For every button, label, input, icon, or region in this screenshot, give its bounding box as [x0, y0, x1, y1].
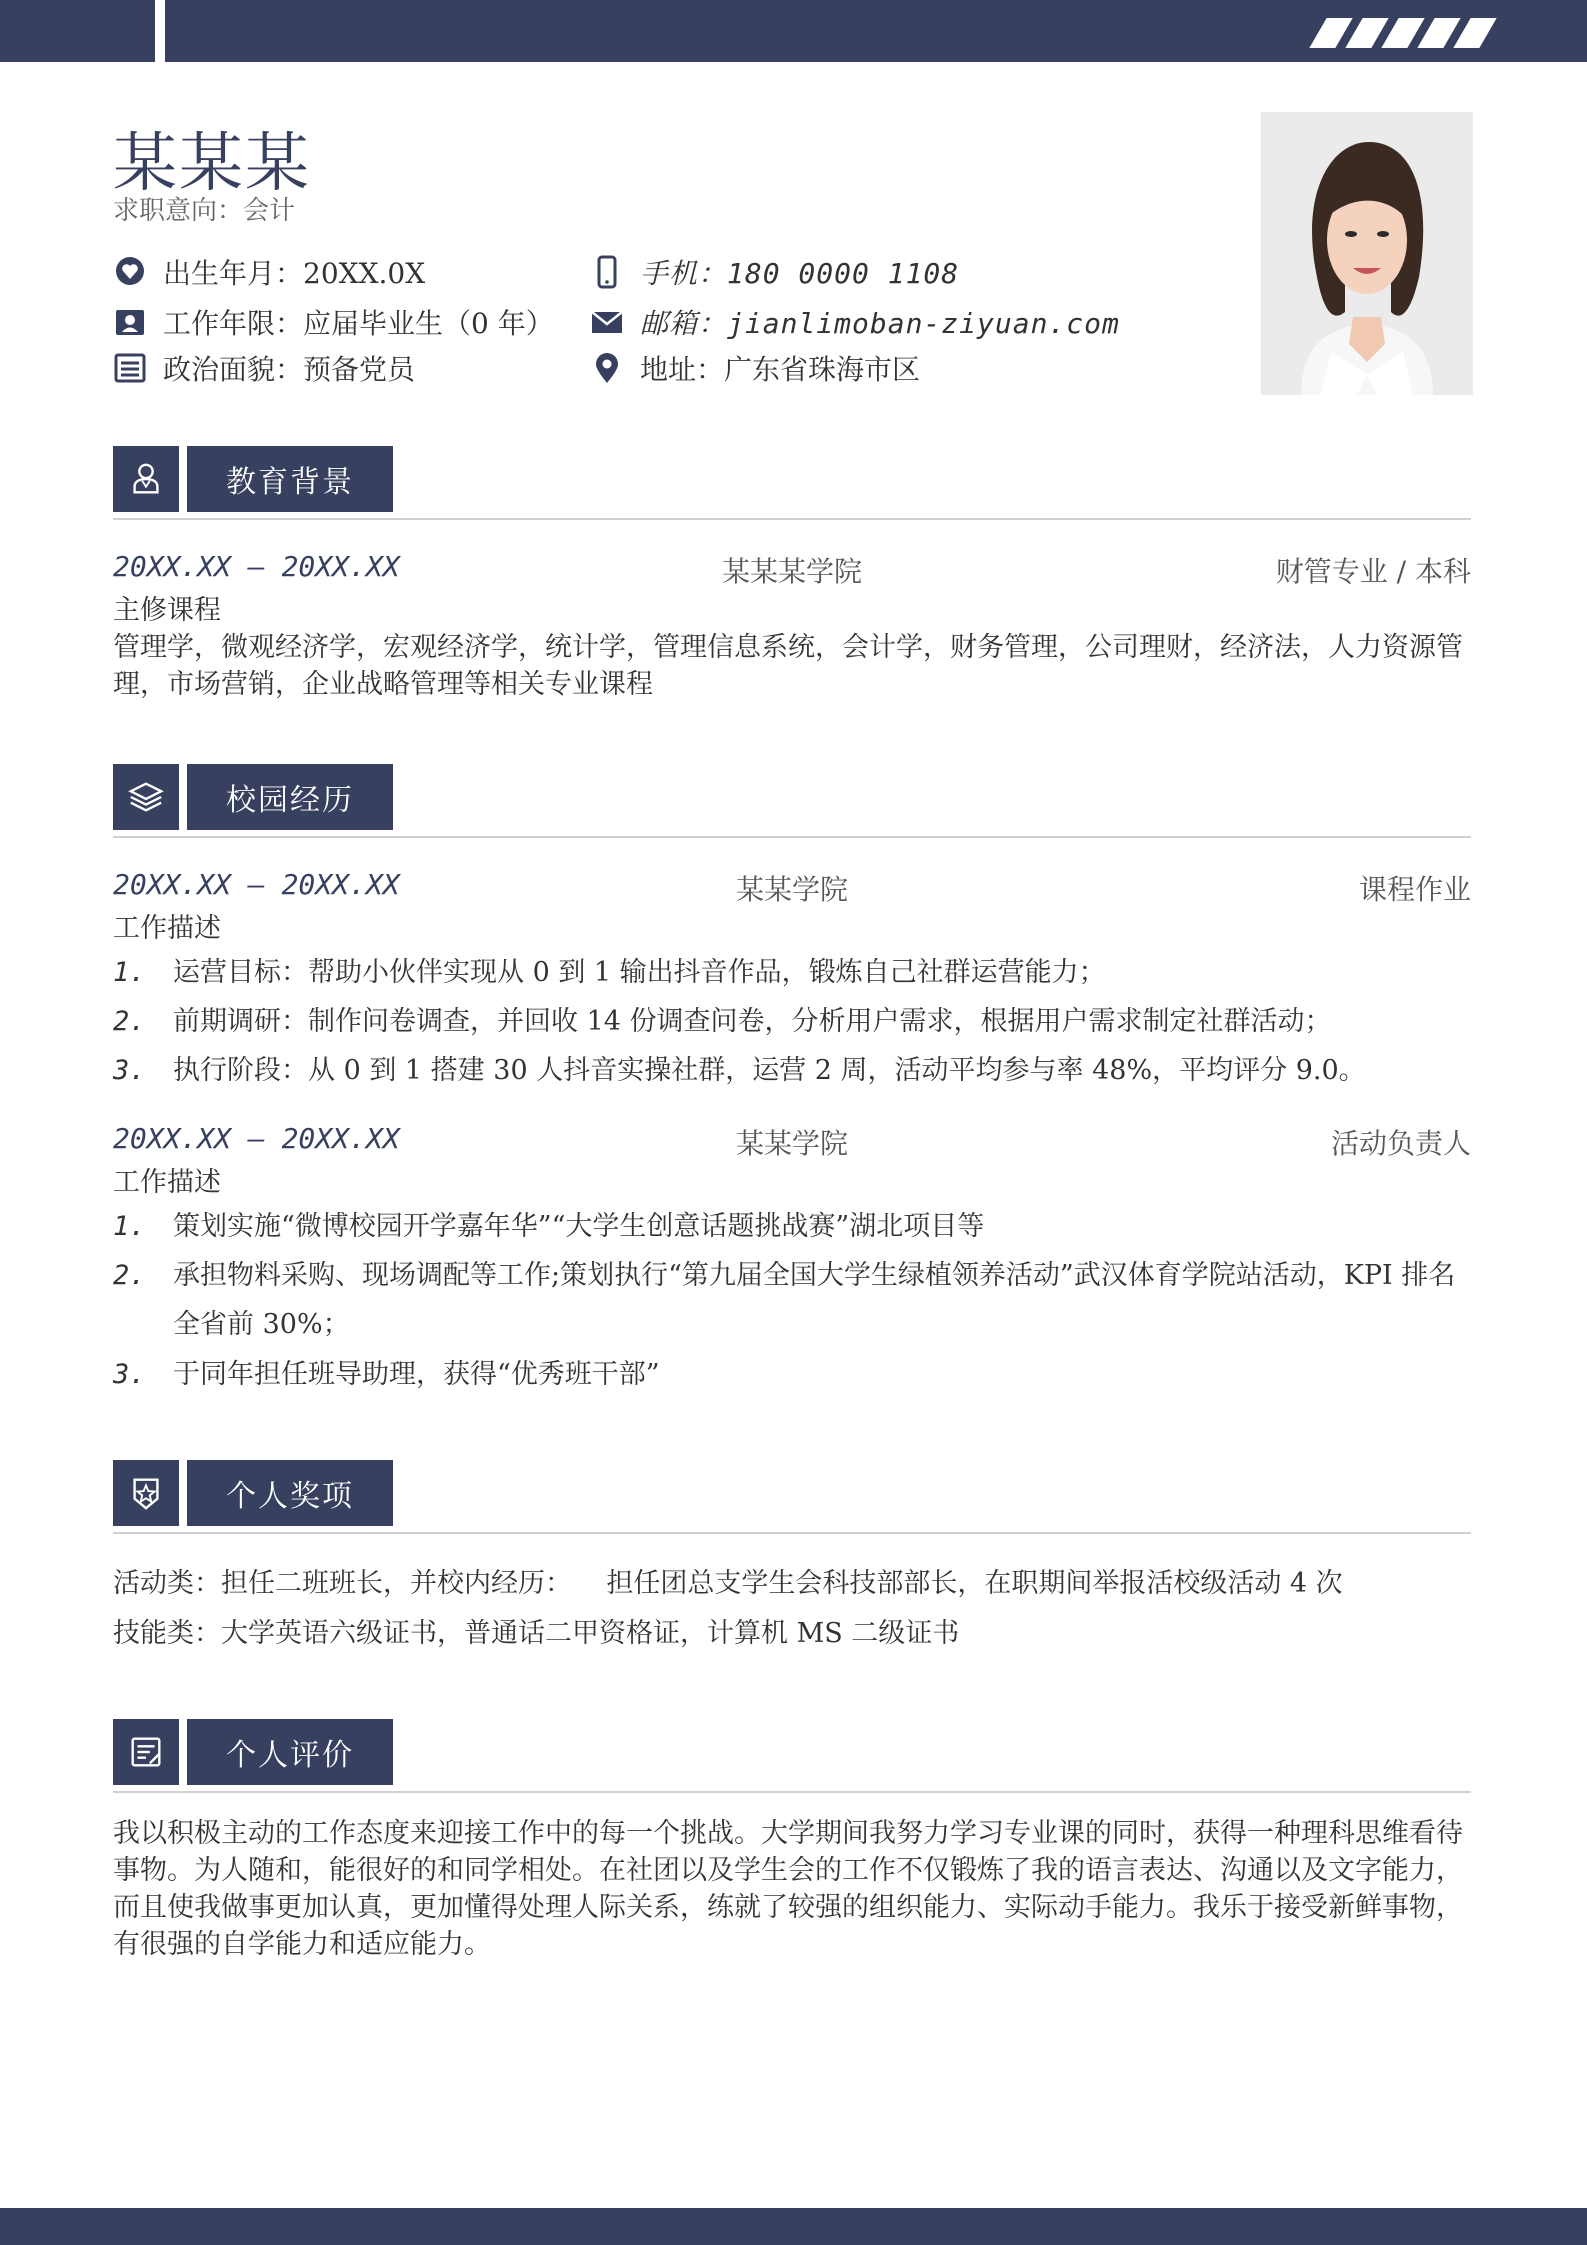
campus-entry-2-date: 20XX.XX – 20XX.XX: [113, 1122, 400, 1155]
section-header-evaluation: [113, 1719, 393, 1785]
awards-line-1: 活动类：担任二班班长，并校内经历： 担任团总支学生会科技部部长，在职期间举报活校级活动 4 次: [113, 1568, 1343, 1599]
campus-entry-1-date: 20XX.XX – 20XX.XX: [113, 868, 400, 901]
work-years-text: 工作年限：应届毕业生（0 年）: [163, 307, 554, 340]
location-pin-icon: [590, 351, 624, 385]
profile-photo: [1261, 112, 1473, 395]
mail-icon: [590, 305, 624, 339]
campus-entry-1-org: 某某学院: [735, 873, 848, 906]
campus-entry-2-org: 某某学院: [735, 1127, 848, 1160]
info-email: [590, 302, 1120, 342]
address-text: 地址：广东省珠海市区: [640, 353, 921, 386]
divider: [113, 1791, 1471, 1793]
info-politics: [113, 348, 415, 388]
education-school: 某某某学院: [721, 555, 862, 588]
divider: [113, 1532, 1471, 1534]
divider: [113, 518, 1471, 520]
evaluation-text: 我以积极主动的工作态度来迎接工作中的每一个挑战。大学期间我努力学习专业课的同时，获得一种理科思维看待事物。为人随和，能很好的和同学相处。在社团以及学生会的工作不仅锻炼了我的语言表达、沟通以及文字能力，而且使我做事更加认真，更加懂得处理人际关系，练就了较强的组织能力、实际动手能力。我乐于接受新鲜事物，有很强的自学能力和适应能力。: [113, 1818, 1463, 1960]
campus-entry-2-role: 活动负责人: [1330, 1127, 1471, 1160]
education-row: [113, 550, 1471, 590]
courses-label: 主修课程: [113, 595, 221, 626]
candidate-name: 某某某: [113, 127, 311, 201]
politics-text: 政治面貌：预备党员: [163, 353, 416, 386]
graduate-icon: [113, 446, 179, 512]
campus-entry-2-desc-label: 工作描述: [113, 1167, 221, 1198]
star-badge-icon: [113, 1460, 179, 1526]
awards-line-2: 技能类：大学英语六级证书，普通话二甲资格证，计算机 MS 二级证书: [113, 1618, 960, 1649]
info-phone: [590, 252, 959, 292]
list-icon: [113, 351, 147, 385]
courses-text: 管理学，微观经济学，宏观经济学，统计学，管理信息系统，会计学，财务管理，公司理财，经济法，人力资源管理，市场营销，企业战略管理等相关专业课程: [113, 632, 1463, 700]
bottom-bar: [0, 2208, 1587, 2245]
section-header-awards: [113, 1460, 393, 1526]
section-header-education: [113, 446, 393, 512]
campus-entry-1-desc-label: 工作描述: [113, 913, 221, 944]
education-major: 财管专业 / 本科: [1275, 555, 1471, 588]
section-title-campus: 校园经历: [187, 764, 393, 830]
section-title-evaluation: 个人评价: [187, 1719, 393, 1785]
heart-bubble-icon: [113, 255, 147, 289]
phone-text: 手机：180 0000 1108: [640, 257, 960, 290]
info-address: [590, 348, 920, 388]
decorative-stripes: [1308, 18, 1488, 48]
divider: [113, 836, 1471, 838]
top-bar-left: [0, 0, 155, 62]
section-title-awards: 个人奖项: [187, 1460, 393, 1526]
education-date: 20XX.XX – 20XX.XX: [113, 550, 400, 583]
section-title-education: 教育背景: [187, 446, 393, 512]
job-intent: 求职意向：会计: [113, 196, 296, 226]
campus-entry-2-row: [113, 1122, 1471, 1162]
info-work-years: [113, 302, 554, 342]
section-header-campus: [113, 764, 393, 830]
email-text: 邮箱：jianlimoban-ziyuan.com: [640, 307, 1120, 340]
layers-icon: [113, 764, 179, 830]
phone-icon: [590, 255, 624, 289]
birth-text: 出生年月：20XX.0X: [163, 257, 426, 290]
campus-entry-1-role: 课程作业: [1358, 873, 1471, 906]
note-icon: [113, 1719, 179, 1785]
campus-entry-1-row: [113, 868, 1471, 908]
id-card-icon: [113, 305, 147, 339]
info-birth: [113, 252, 425, 292]
